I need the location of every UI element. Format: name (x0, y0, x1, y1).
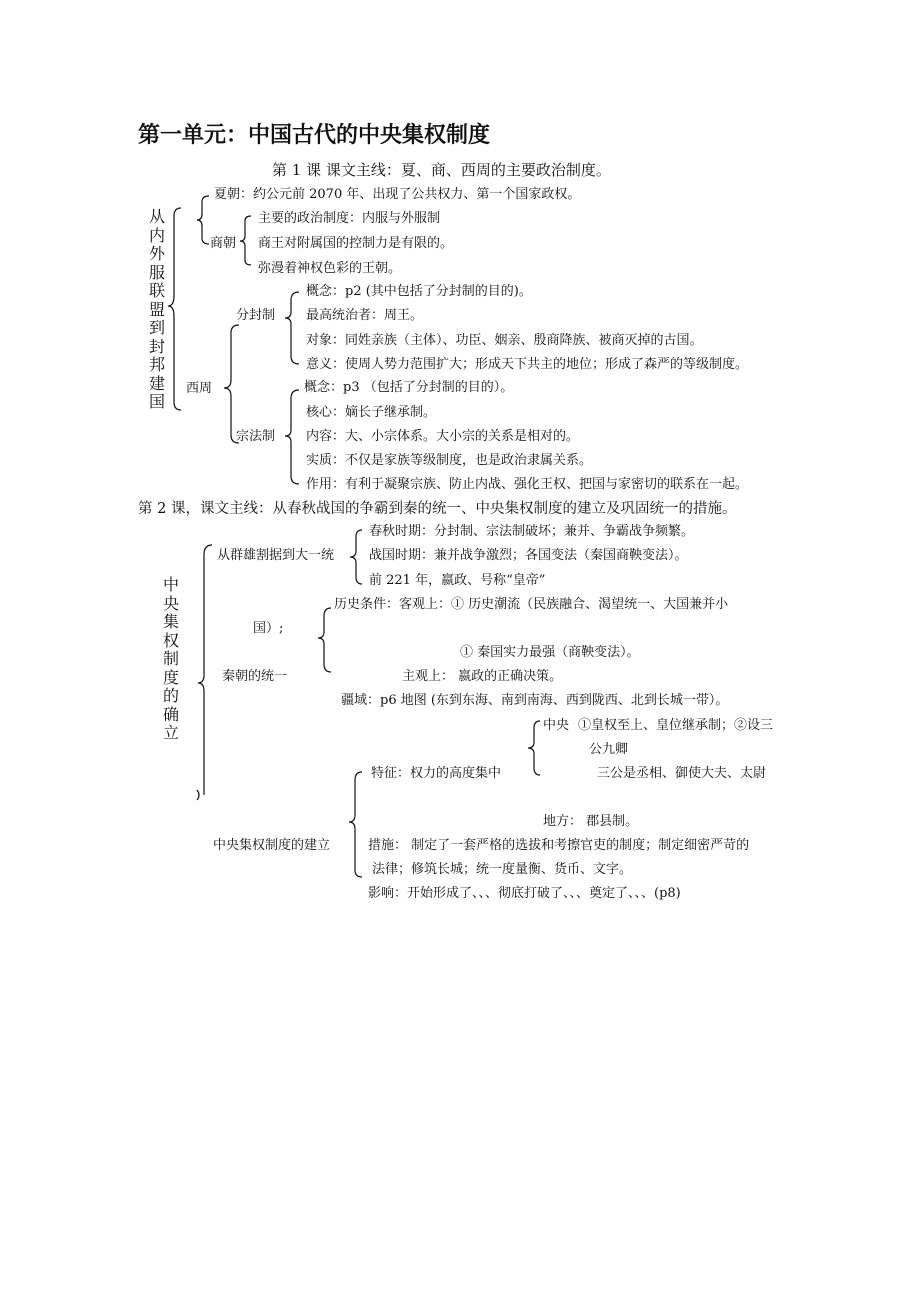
shang-item: 主要的政治制度：内服与外服制 (258, 211, 441, 226)
brace-zongfa (285, 390, 299, 484)
local-line: 地方： 郡县制。 (543, 814, 639, 829)
qin-condition-line: 主观上： 嬴政的正确决策。 (402, 669, 563, 684)
central-system-label: 中央集权制度的建立 (213, 838, 331, 853)
qin-condition-line: 国）; (253, 621, 284, 636)
brace-shang (240, 216, 251, 265)
fenfeng-item: 最高统治者：周王。 (306, 308, 424, 323)
lesson2-heading: 第 2 课，课文主线：从春秋战国的争霸到秦的统一、中央集权制度的建立及巩固统一的措施。 (138, 501, 737, 517)
qin-territory: 疆域：p6 地图 (东到东海、南到南海、西到陇西、北到长城一带）。 (341, 693, 729, 708)
feature-label: 特征：权力的高度集中 (371, 766, 502, 781)
page-title: 第一单元：中国古代的中央集权制度 (138, 123, 491, 148)
zongfa-item: 实质：不仅是家族等级制度，也是政治隶属关系。 (306, 453, 593, 468)
xia-line: 夏朝：约公元前 2070 年、出现了公共权力、第一个国家政权。 (214, 187, 581, 202)
brace-qin (318, 608, 331, 672)
brace-fenfeng (285, 292, 299, 364)
zongfa-item: 内容：大、小宗体系。大小宗的关系是相对的。 (306, 429, 580, 444)
unify-item: 战国时期：兼并战争激烈；各国变法（秦国商鞅变法）。 (369, 548, 688, 563)
unify-item: 前 221 年，嬴政、号称“皇帝” (369, 573, 546, 588)
measures-line: 法律；修筑长城；统一度量衡、货币、文字。 (372, 862, 633, 877)
fenfeng-item: 意义：使周人势力范围扩大；形成天下共主的地位；形成了森严的等级制度。 (306, 357, 749, 372)
brace-stray-mark (197, 790, 199, 800)
central-detail: 三公是丞相、御使大夫、太尉 (597, 766, 767, 781)
brace-unify (350, 530, 362, 584)
brace-xizhou (224, 325, 239, 443)
lesson1-root-label: 从内外服联盟到封邦建国 (148, 207, 165, 411)
zongfa-item: 作用：有利于凝聚宗族、防止内战、强化王权、把国与家密切的联系在一起。 (306, 477, 749, 492)
influence-line: 影响：开始形成了、、、彻底打破了、、、奠定了、、、(p8) (368, 886, 681, 901)
zongfa-item: 核心：嫡长子继承制。 (306, 405, 437, 420)
zongfa-label: 宗法制 (236, 429, 276, 444)
central-detail: 公九卿 (589, 742, 629, 757)
zongfa-item: 概念：p3 （包括了分封制的目的）。 (304, 380, 514, 395)
measures-line: 措施： 制定了一套严格的选拔和考擦官吏的制度；制定细密严苛的 (368, 838, 750, 853)
lesson1-heading: 第 1 课 课文主线：夏、商、西周的主要政治制度。 (272, 161, 611, 179)
brace-main-lesson1 (168, 208, 181, 410)
xizhou-label: 西周 (186, 381, 213, 396)
brace-central-system (349, 772, 362, 877)
central-detail: ①皇权至上、皇位继承制；②设三 (578, 718, 774, 733)
lesson2-root-label: 中央集权制度的确立 (162, 575, 179, 742)
fenfeng-item: 概念：p2 (其中包括了分封制的目的)。 (306, 284, 532, 299)
central-part-label: 中央 (543, 718, 570, 733)
fenfeng-item: 对象：同姓亲族（主体）、功臣、姻亲、殷商降族、被商灭掉的古国。 (306, 333, 703, 348)
shang-label: 商朝 (210, 236, 237, 251)
brace-central-part (528, 721, 540, 775)
fenfeng-label: 分封制 (236, 308, 276, 323)
brace-xia-shang (197, 196, 209, 244)
qin-condition-line: 历史条件：客观上：① 历史潮流（民族融合、渴望统一、大国兼并小 (334, 597, 729, 612)
brace-main-lesson2 (198, 545, 212, 795)
shang-item: 商王对附属国的控制力是有限的。 (258, 236, 454, 251)
shang-item: 弥漫着神权色彩的王朝。 (258, 261, 402, 276)
unify-item: 春秋时期：分封制、宗法制破坏；兼并、争霸战争频繁。 (369, 524, 695, 539)
qin-label: 秦朝的统一 (222, 669, 288, 684)
unify-label: 从群雄割据到大一统 (217, 548, 335, 563)
qin-condition-line: ① 秦国实力最强（商鞅变法）。 (460, 645, 640, 660)
